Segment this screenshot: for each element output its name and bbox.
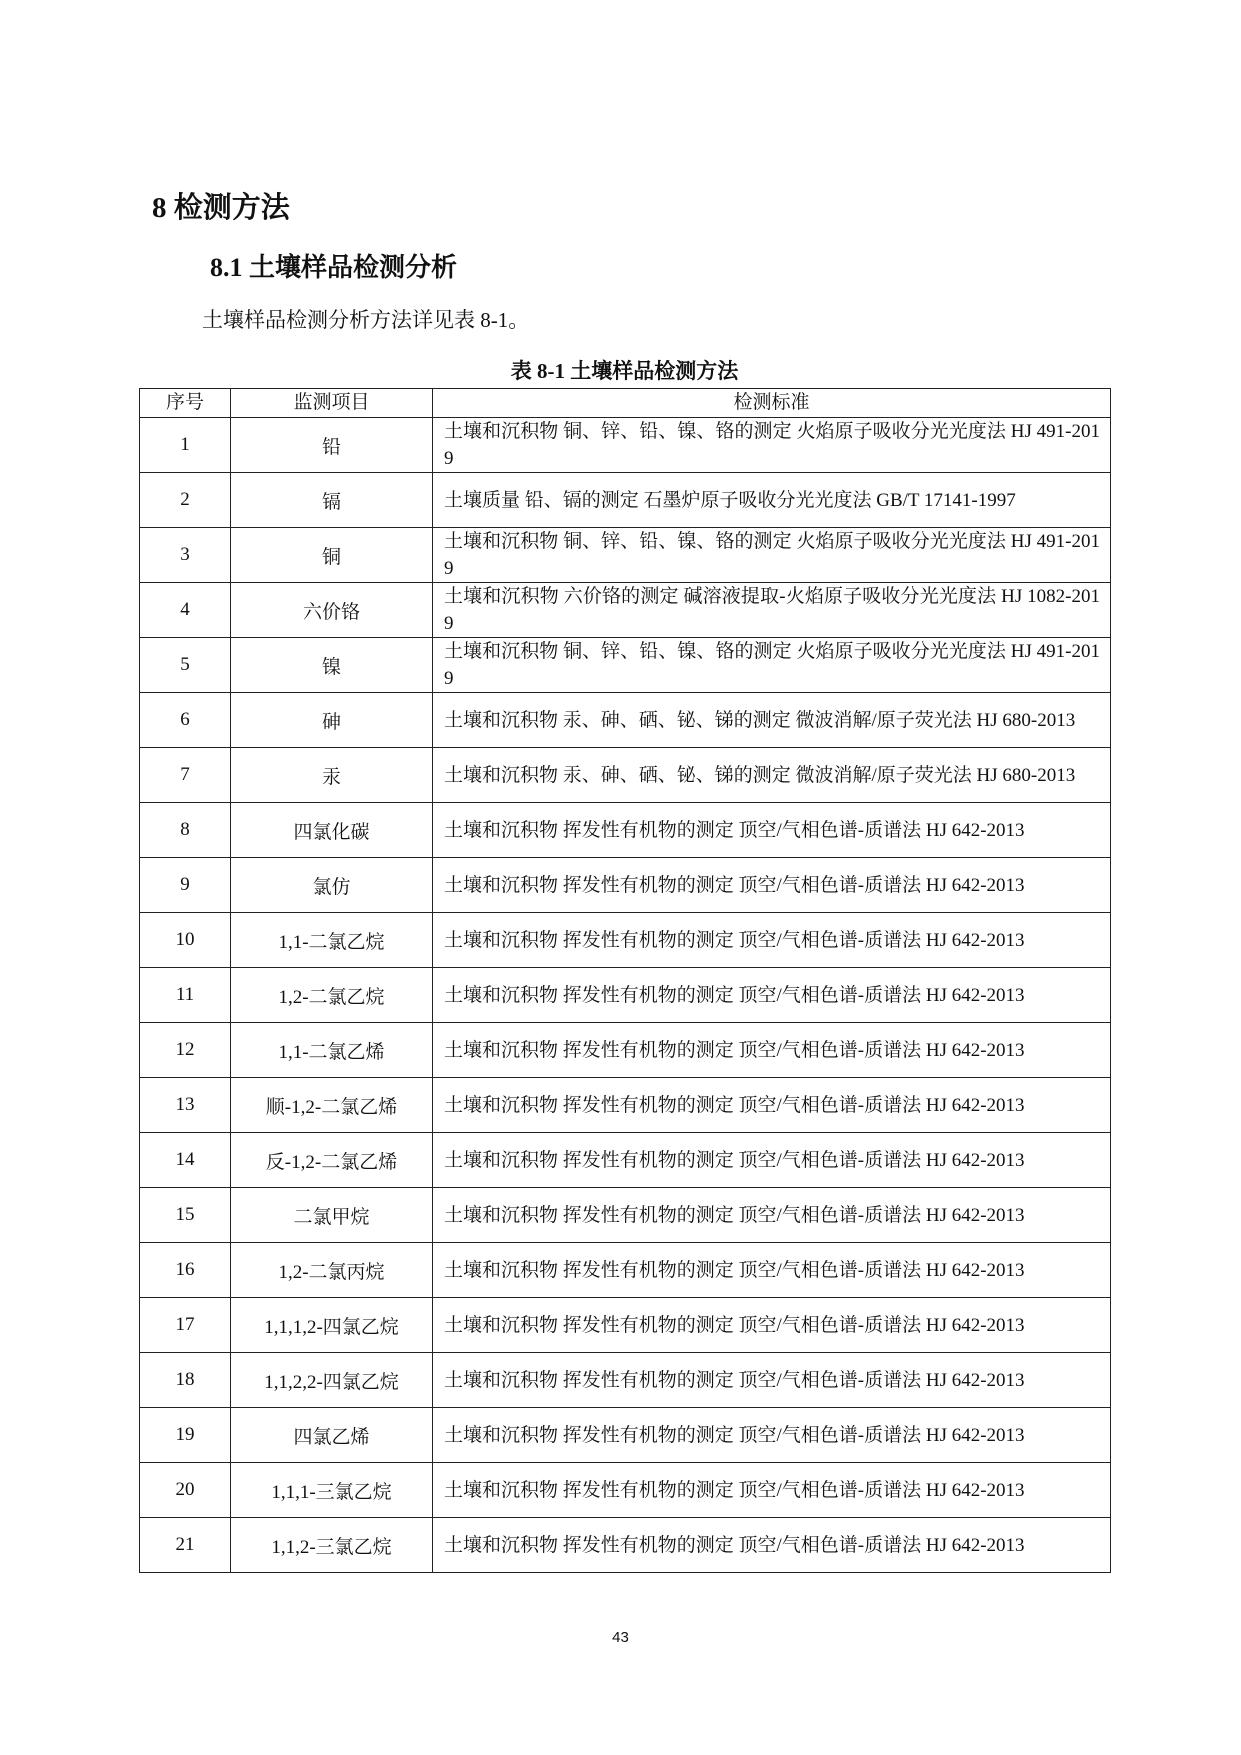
cell-item: 1,1,2-三氯乙烷 — [231, 1518, 433, 1573]
table-body — [140, 418, 1111, 1573]
cell-standard: 土壤和沉积物 铜、锌、铅、镍、铬的测定 火焰原子吸收分光光度法 HJ 491-2019 — [433, 418, 1111, 473]
cell-item: 1,1,1,2-四氯乙烷 — [231, 1298, 433, 1353]
cell-standard: 土壤和沉积物 挥发性有机物的测定 顶空/气相色谱-质谱法 HJ 642-2013 — [433, 858, 1111, 913]
cell-no: 20 — [140, 1463, 231, 1518]
cell-no: 12 — [140, 1023, 231, 1078]
cell-item: 顺-1,2-二氯乙烯 — [231, 1078, 433, 1133]
cell-item: 四氯化碳 — [231, 803, 433, 858]
cell-item: 1,1,2,2-四氯乙烷 — [231, 1353, 433, 1408]
cell-standard: 土壤和沉积物 汞、砷、硒、铋、锑的测定 微波消解/原子荧光法 HJ 680-2013 — [433, 693, 1111, 748]
cell-item: 1,2-二氯乙烷 — [231, 968, 433, 1023]
table-row — [140, 583, 1111, 638]
cell-no: 7 — [140, 748, 231, 803]
cell-standard: 土壤和沉积物 挥发性有机物的测定 顶空/气相色谱-质谱法 HJ 642-2013 — [433, 1133, 1111, 1188]
cell-standard: 土壤和沉积物 汞、砷、硒、铋、锑的测定 微波消解/原子荧光法 HJ 680-2013 — [433, 748, 1111, 803]
table-row — [140, 1463, 1111, 1518]
section-heading: 8 检测方法 — [152, 192, 290, 224]
table-row — [140, 1353, 1111, 1408]
table-row — [140, 803, 1111, 858]
cell-no: 5 — [140, 638, 231, 693]
cell-item: 镉 — [231, 473, 433, 528]
cell-standard: 土壤和沉积物 挥发性有机物的测定 顶空/气相色谱-质谱法 HJ 642-2013 — [433, 1023, 1111, 1078]
cell-no: 1 — [140, 418, 231, 473]
table-row — [140, 1518, 1111, 1573]
table-row — [140, 1298, 1111, 1353]
cell-standard: 土壤和沉积物 挥发性有机物的测定 顶空/气相色谱-质谱法 HJ 642-2013 — [433, 1353, 1111, 1408]
table-row — [140, 858, 1111, 913]
header-standard: 检测标准 — [433, 389, 1111, 418]
table-row — [140, 1023, 1111, 1078]
cell-standard: 土壤和沉积物 六价铬的测定 碱溶液提取-火焰原子吸收分光光度法 HJ 1082-2019 — [433, 583, 1111, 638]
cell-item: 1,1-二氯乙烷 — [231, 913, 433, 968]
table-caption: 表 8-1 土壤样品检测方法 — [510, 359, 739, 383]
cell-standard: 土壤和沉积物 铜、锌、铅、镍、铬的测定 火焰原子吸收分光光度法 HJ 491-2019 — [433, 638, 1111, 693]
cell-standard: 土壤和沉积物 挥发性有机物的测定 顶空/气相色谱-质谱法 HJ 642-2013 — [433, 913, 1111, 968]
cell-standard: 土壤和沉积物 挥发性有机物的测定 顶空/气相色谱-质谱法 HJ 642-2013 — [433, 1518, 1111, 1573]
cell-standard: 土壤和沉积物 挥发性有机物的测定 顶空/气相色谱-质谱法 HJ 642-2013 — [433, 968, 1111, 1023]
table-row — [140, 748, 1111, 803]
cell-standard: 土壤和沉积物 挥发性有机物的测定 顶空/气相色谱-质谱法 HJ 642-2013 — [433, 1298, 1111, 1353]
page-number: 43 — [612, 1629, 629, 1646]
table-row — [140, 693, 1111, 748]
cell-item: 二氯甲烷 — [231, 1188, 433, 1243]
table-row — [140, 1408, 1111, 1463]
cell-standard: 土壤和沉积物 挥发性有机物的测定 顶空/气相色谱-质谱法 HJ 642-2013 — [433, 1188, 1111, 1243]
table-header-row — [140, 389, 1111, 418]
table-row — [140, 1078, 1111, 1133]
intro-paragraph: 土壤样品检测分析方法详见表 8-1。 — [202, 308, 530, 332]
cell-standard: 土壤和沉积物 挥发性有机物的测定 顶空/气相色谱-质谱法 HJ 642-2013 — [433, 1243, 1111, 1298]
cell-item: 镍 — [231, 638, 433, 693]
header-item: 监测项目 — [231, 389, 433, 418]
cell-item: 氯仿 — [231, 858, 433, 913]
table-row — [140, 638, 1111, 693]
cell-standard: 土壤和沉积物 挥发性有机物的测定 顶空/气相色谱-质谱法 HJ 642-2013 — [433, 1078, 1111, 1133]
cell-no: 17 — [140, 1298, 231, 1353]
cell-no: 14 — [140, 1133, 231, 1188]
cell-no: 3 — [140, 528, 231, 583]
methods-table — [139, 388, 1111, 1573]
cell-item: 六价铬 — [231, 583, 433, 638]
cell-item: 汞 — [231, 748, 433, 803]
cell-item: 铅 — [231, 418, 433, 473]
cell-item: 砷 — [231, 693, 433, 748]
table-row — [140, 913, 1111, 968]
cell-no: 10 — [140, 913, 231, 968]
subsection-heading: 8.1 土壤样品检测分析 — [210, 253, 458, 282]
table-row — [140, 418, 1111, 473]
cell-no: 13 — [140, 1078, 231, 1133]
cell-no: 6 — [140, 693, 231, 748]
cell-no: 8 — [140, 803, 231, 858]
cell-no: 9 — [140, 858, 231, 913]
table-row — [140, 528, 1111, 583]
cell-no: 19 — [140, 1408, 231, 1463]
header-no: 序号 — [140, 389, 231, 418]
table-row — [140, 968, 1111, 1023]
cell-standard: 土壤和沉积物 挥发性有机物的测定 顶空/气相色谱-质谱法 HJ 642-2013 — [433, 1408, 1111, 1463]
cell-no: 4 — [140, 583, 231, 638]
table-row — [140, 1243, 1111, 1298]
cell-no: 2 — [140, 473, 231, 528]
cell-item: 反-1,2-二氯乙烯 — [231, 1133, 433, 1188]
table-row — [140, 1188, 1111, 1243]
table-row — [140, 473, 1111, 528]
cell-item: 1,2-二氯丙烷 — [231, 1243, 433, 1298]
table-row — [140, 1133, 1111, 1188]
cell-item: 铜 — [231, 528, 433, 583]
cell-no: 15 — [140, 1188, 231, 1243]
cell-no: 11 — [140, 968, 231, 1023]
cell-item: 1,1-二氯乙烯 — [231, 1023, 433, 1078]
cell-item: 1,1,1-三氯乙烷 — [231, 1463, 433, 1518]
cell-no: 18 — [140, 1353, 231, 1408]
cell-standard: 土壤和沉积物 铜、锌、铅、镍、铬的测定 火焰原子吸收分光光度法 HJ 491-2019 — [433, 528, 1111, 583]
cell-no: 21 — [140, 1518, 231, 1573]
cell-item: 四氯乙烯 — [231, 1408, 433, 1463]
cell-standard: 土壤和沉积物 挥发性有机物的测定 顶空/气相色谱-质谱法 HJ 642-2013 — [433, 803, 1111, 858]
cell-standard: 土壤和沉积物 挥发性有机物的测定 顶空/气相色谱-质谱法 HJ 642-2013 — [433, 1463, 1111, 1518]
cell-standard: 土壤质量 铅、镉的测定 石墨炉原子吸收分光光度法 GB/T 17141-1997 — [433, 473, 1111, 528]
cell-no: 16 — [140, 1243, 231, 1298]
